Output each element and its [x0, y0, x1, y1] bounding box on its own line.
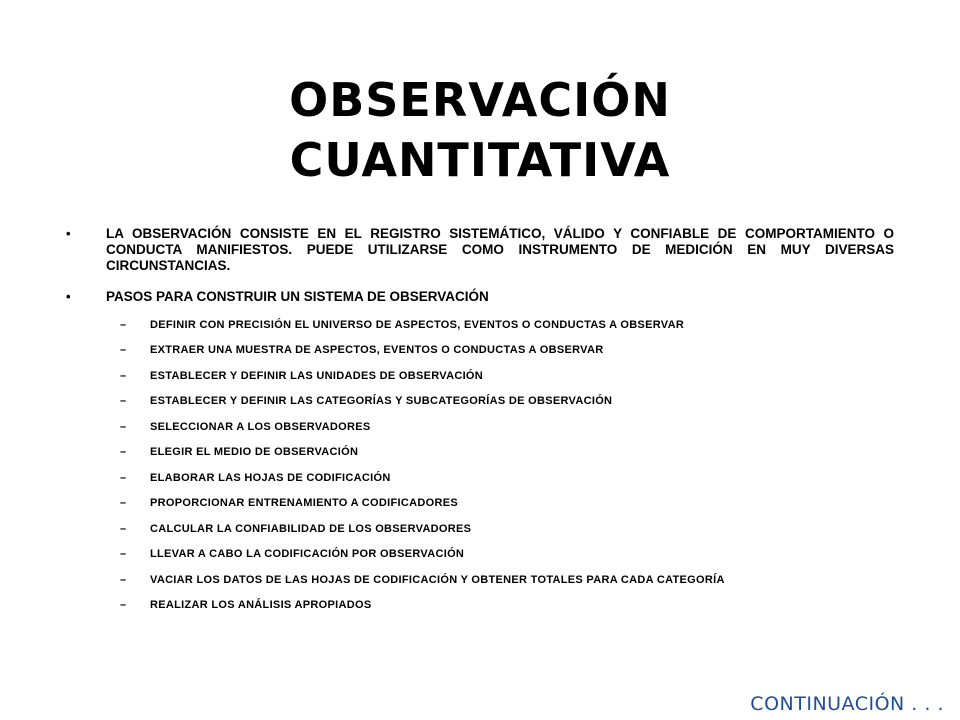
slide-title-line-2: CUANTITATIVA [289, 133, 671, 187]
step-item [120, 547, 880, 561]
step-marker: – [120, 574, 127, 586]
step-item [120, 522, 880, 536]
step-item [120, 471, 880, 485]
step-marker: – [120, 395, 127, 407]
step-marker: – [120, 548, 127, 560]
step-item [120, 598, 880, 612]
bullet-item [66, 226, 894, 274]
step-text: REALIZAR LOS ANÁLISIS APROPIADOS [150, 599, 372, 611]
continuation-label: CONTINUACIÓN . . . [750, 693, 944, 715]
step-text: VACIAR LOS DATOS DE LAS HOJAS DE CODIFICACIÓN Y OBTENER TOTALES PARA CADA CATEGORÍA [150, 574, 725, 586]
bullet-text: LA OBSERVACIÓN CONSISTE EN EL REGISTRO SISTEMÁTICO, VÁLIDO Y CONFIABLE DE COMPORTAMIENTO O CONDUCTA MANIFIESTOS. PUEDE UTILIZARSE COMO INSTRUMENTO DE MEDICIÓN EN MUY DIVERSAS CIRCUNSTANCIAS. [106, 226, 894, 273]
step-marker: – [120, 446, 127, 458]
step-text: LLEVAR A CABO LA CODIFICACIÓN POR OBSERVACIÓN [150, 548, 465, 560]
step-item [120, 369, 880, 383]
step-item [120, 394, 880, 408]
bullet-marker: • [66, 289, 71, 304]
step-text: ELEGIR EL MEDIO DE OBSERVACIÓN [150, 446, 359, 458]
step-text: ESTABLECER Y DEFINIR LAS CATEGORÍAS Y SUBCATEGORÍAS DE OBSERVACIÓN [150, 395, 613, 407]
bullet-text: PASOS PARA CONSTRUIR UN SISTEMA DE OBSERVACIÓN [106, 289, 489, 304]
step-text: CALCULAR LA CONFIABILIDAD DE LOS OBSERVADORES [150, 523, 472, 535]
step-marker: – [120, 344, 127, 356]
step-text: ELABORAR LAS HOJAS DE CODIFICACIÓN [150, 472, 391, 484]
step-text: EXTRAER UNA MUESTRA DE ASPECTOS, EVENTOS O CONDUCTAS A OBSERVAR [150, 344, 604, 356]
step-marker: – [120, 599, 127, 611]
step-item [120, 420, 880, 434]
step-item [120, 445, 880, 459]
step-text: DEFINIR CON PRECISIÓN EL UNIVERSO DE ASPECTOS, EVENTOS O CONDUCTAS A OBSERVAR [150, 319, 685, 331]
step-text: PROPORCIONAR ENTRENAMIENTO A CODIFICADORES [150, 497, 458, 509]
step-item [120, 318, 880, 332]
bullet-item [66, 289, 894, 305]
step-marker: – [120, 421, 127, 433]
step-marker: – [120, 472, 127, 484]
step-item [120, 496, 880, 510]
step-text: ESTABLECER Y DEFINIR LAS UNIDADES DE OBSERVACIÓN [150, 370, 484, 382]
step-marker: – [120, 370, 127, 382]
step-item [120, 343, 880, 357]
step-text: SELECCIONAR A LOS OBSERVADORES [150, 421, 371, 433]
step-item [120, 573, 880, 587]
step-marker: – [120, 497, 127, 509]
slide-title-line-1: OBSERVACIÓN [289, 73, 671, 127]
step-marker: – [120, 523, 127, 535]
step-marker: – [120, 319, 127, 331]
slide-title [0, 70, 960, 190]
bullet-marker: • [66, 226, 71, 241]
